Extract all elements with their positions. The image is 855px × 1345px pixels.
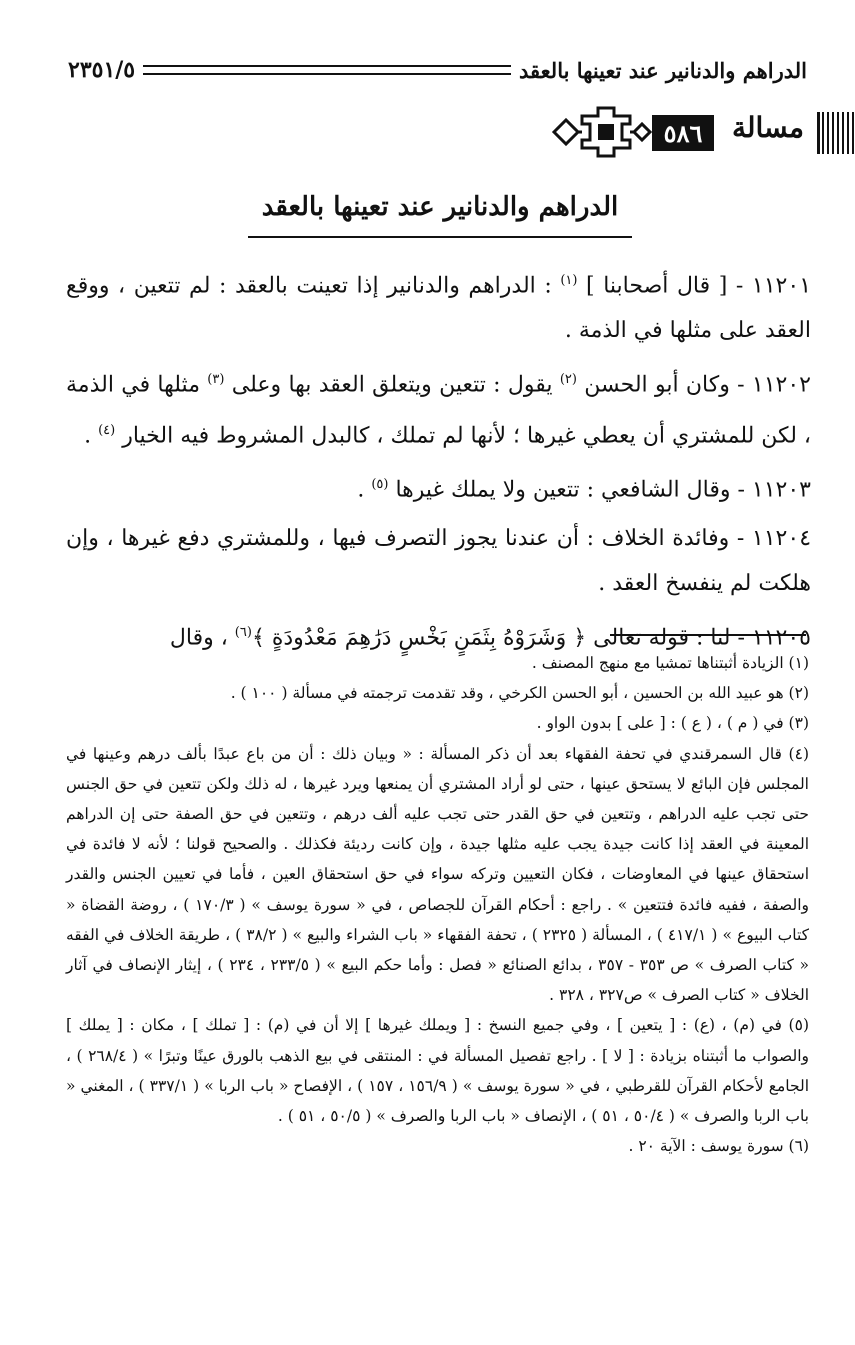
paragraph-number: ١١٢٠٢ -	[729, 372, 811, 398]
footnote-ref: (٢)	[559, 372, 577, 388]
footnote-5: (٥) في (م) ، (ع) : [ يتعين ] ، وفي جميع النسخ : [ ويملك غيرها ] إلا أن في (م) : [ تملك ] ، مكان : [ يملك ] والصواب ما أثبتناه بزيادة : [ لا ] . راجع تفصيل المسألة في : المنتقى في بيع الذهب بالورق عينًا وتبرًا » ( ٢٦٨/٤ ) ، الجامع لأحكام القرآن للقرطبي ، في « سورة يوسف » ( ١٥٦/٩ ، ١٥٧ ) ، الإفصاح « باب الربا » ( ٣٣٧/١ ) ، المغني « باب الربا والصرف » ( ٥٠/٤ ، ٥١ ) ، الإنصاف « باب الربا والصرف » ( ٥٠/٥ ، ٥١ ) .	[66, 1016, 810, 1126]
paragraph-text: .	[84, 422, 99, 448]
footnote-ref: (٥)	[371, 476, 389, 492]
paragraph-text: : الدراهم والدنانير إذا تعينت بالعقد : لم تتعين ، ووقع العقد على مثلها في الذمة .	[66, 273, 811, 344]
paragraph-text: .	[357, 477, 372, 503]
quran-verse: ﴿ وَشَرَوْهُ بِثَمَنٍ بَخْسٍ دَرَٰهِمَ مَعْدُودَةٍ ﴾	[251, 625, 587, 651]
masala-label: مسالة	[731, 111, 804, 144]
paragraph-11202	[66, 357, 811, 458]
footnote-ref: (١)	[560, 273, 578, 288]
footnote-ref: (٣)	[207, 372, 225, 388]
body-text	[66, 258, 811, 665]
paragraph-text: لنا : قوله تعالى	[586, 625, 731, 651]
bars-divider	[817, 112, 820, 154]
paragraph-text: وقال الشافعي : تتعين ولا يملك غيرها	[388, 477, 731, 503]
masala-banner	[540, 102, 855, 162]
paragraph-text: يقول : تتعين ويتعلق العقد بها وعلى	[224, 372, 560, 398]
chapter-title: الدراهم والدنانير عند تعينها بالعقد	[261, 192, 619, 222]
paragraph-11203	[66, 462, 811, 512]
running-title: الدراهم والدنانير عند تعينها بالعقد	[519, 57, 807, 83]
paragraph-11204	[66, 516, 811, 606]
footnote-4: (٤) قال السمرقندي في تحفة الفقهاء بعد أن ذكر المسألة : « وبيان ذلك : أن من باع عبدًا بألف درهم وعينها في المجلس فإن البائع لا يستحق عينها ، حتى لو أراد المشتري أن يمنعها ويرد غيرها ، له ذلك ولكن تتعين في حق الجنس حتى تجب عليه الدراهم ، وتتعين في حق القدر حتى تجب عليه ألف درهم ، وتتعين في حق الصفة حتى إن الدراهم المعينة في العقد إذا كانت جيدة يجب عليه مثلها جيدة ، وإن كانت رديئة فكذلك . والصحيح قولنا ؛ لأنه لا فائدة في استحقاق عينها في المعاوضات ، فكان التعيين وتركه سواء في حق استحقاق العين ، فأما في تعيين الجنس والقدر والصفة ، ففيه فائدة فتتعين » . راجع : أحكام القرآن للجصاص ، في « سورة يوسف » ( ١٧٠/٣ ) ، روضة القضاة « كتاب البيوع » ( ٤١٧/١ ) ، المسألة ( ٢٣٢٥ ) ، تحفة الفقهاء « باب الشراء والبيع » ( ٣٨/٢ ) ، طريقة الخلاف في الفقه « كتاب الصرف » ص ٣٥٣ - ٣٥٧ ، بدائع الصنائع « فصل : وأما حكم البيع » ( ٢٣٣/٥ ، ٢٣٤ ) ، إيثار الإنصاف في آثار الخلاف « كتاب الصرف » ص٣٢٧ ، ٣٢٨ .	[66, 744, 810, 1005]
footnote-2: (٢) هو عبيد الله بن الحسين ، أبو الحسن الكرخي ، وقد تقدمت ترجمته في مسألة ( ١٠٠ ) .	[230, 684, 809, 703]
footnote-ref: (٤)	[98, 422, 116, 438]
running-header	[68, 52, 807, 88]
title-underline	[248, 236, 632, 238]
paragraph-text: وفائدة الخلاف : أن عندنا يجوز التصرف فيها ، وللمشتري دفع غيرها ، وإن هلكت لم ينفسخ العقد .	[66, 526, 811, 597]
paragraph-number: ١١٢٠٤ -	[729, 526, 812, 552]
geometric-ornament-icon	[542, 102, 652, 162]
paragraph-text: ، وقال	[169, 625, 235, 651]
paragraph-number: ١١٢٠١ -	[727, 273, 812, 299]
footnote-1: (١) الزيادة أثبتناها تمشيا مع منهج المصنف .	[531, 654, 809, 672]
masala-number: ٥٨٦	[652, 115, 714, 151]
paragraph-number: ١١٢٠٥ -	[730, 625, 811, 651]
paragraph-number: ١١٢٠٣ -	[730, 477, 811, 503]
footnote-ref: (٦)	[234, 625, 252, 641]
page-number: ٢٣٥١/٥	[68, 57, 136, 83]
footnotes	[66, 648, 809, 1161]
striped-bars-ornament	[820, 112, 854, 154]
footnotes-separator	[610, 634, 806, 636]
paragraph-11201	[66, 258, 811, 353]
paragraph-text: وكان أبو الحسن	[576, 372, 730, 398]
paragraph-text: [ قال أصحابنا ]	[577, 273, 728, 299]
header-rule	[143, 65, 511, 75]
footnote-3: (٣) في ( م ) ، ( ع ) : [ على ] بدون الواو .	[536, 714, 809, 733]
paragraph-text: مثلها في الذمة ، لكن للمشتري أن يعطي غيرها ؛ لأنها لم تملك ، كالبدل المشروط فيه الخيار	[66, 372, 811, 448]
footnote-6: (٦) سورة يوسف : الآية ٢٠ .	[628, 1137, 809, 1156]
